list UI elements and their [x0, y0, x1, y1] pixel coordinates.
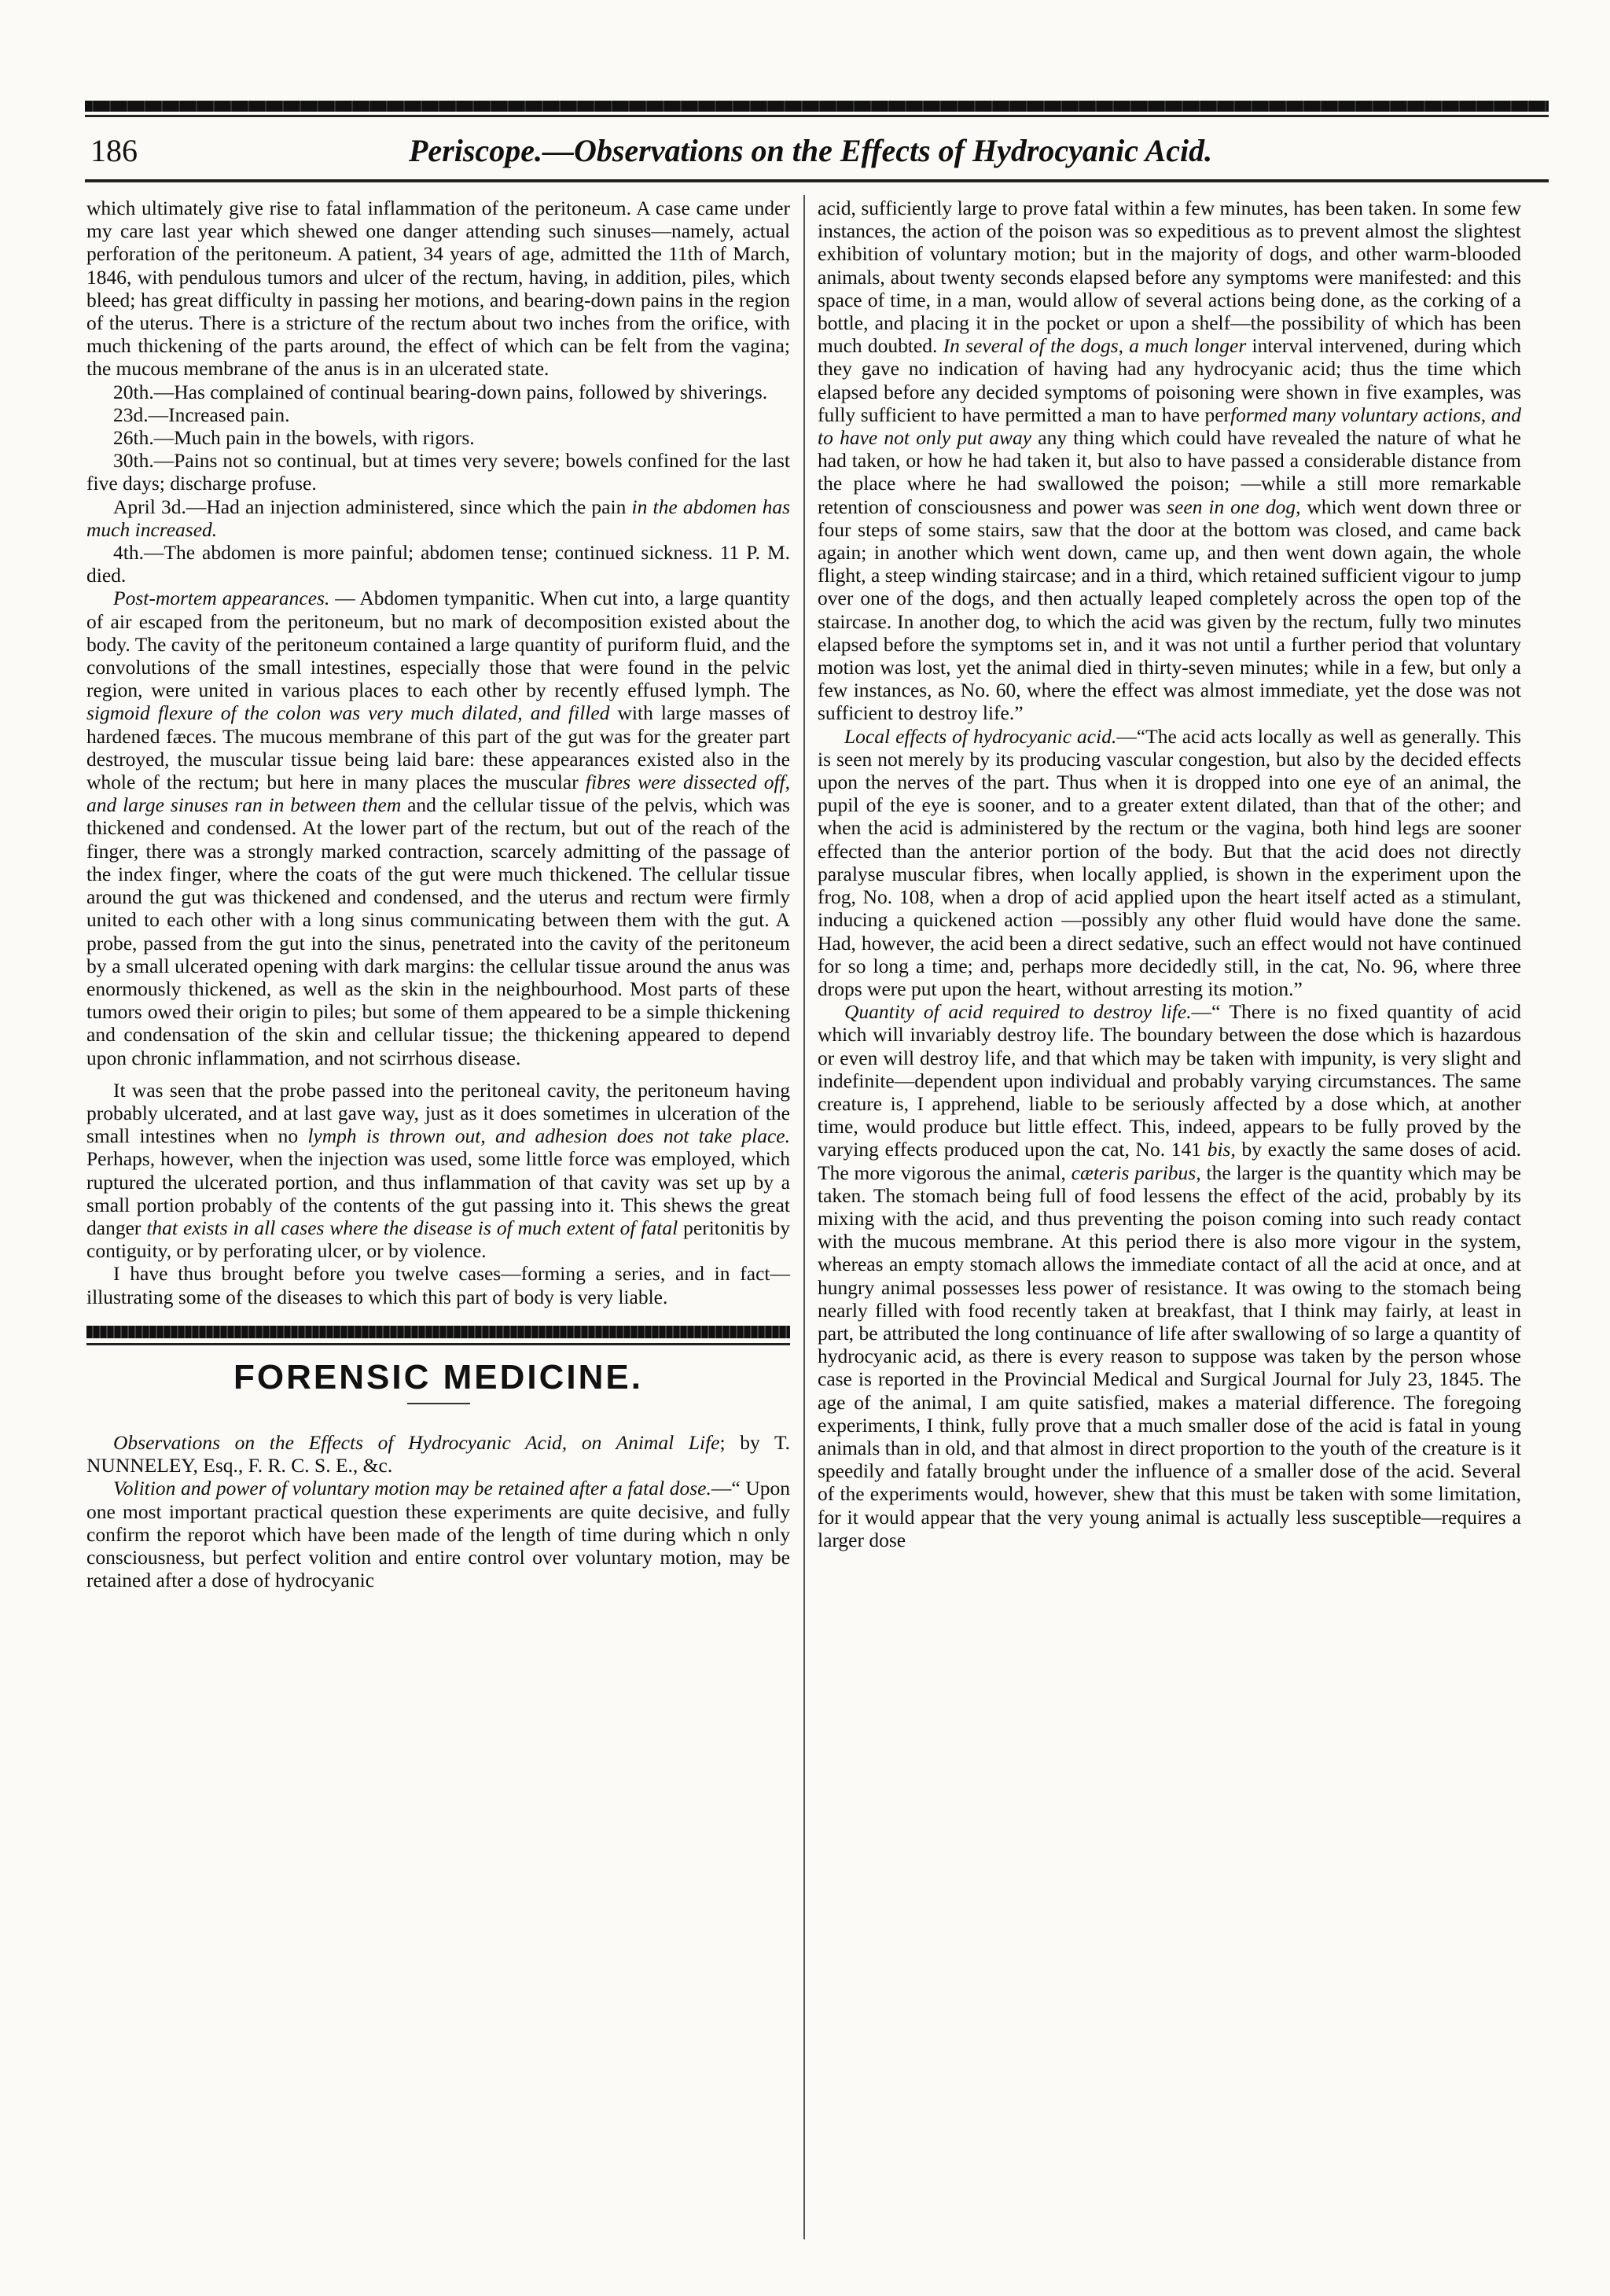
paragraph: 20th.—Has complained of continual bearing-down pains, followed by shiverings. — [113, 380, 768, 403]
paragraph — [86, 1431, 790, 1477]
text-run: ; by T. NUNNELEY, Esq., F. R. C. S. E., &c. — [86, 1430, 791, 1477]
text-run: acid, sufficiently large to prove fatal within a few minutes, has been taken. In some few instances, the action of the poison was so expeditious as to prevent almost the slightest exhibition of voluntary motion; but in the majority of dogs, and other warm-blooded animals, about twenty seconds elapsed before any symptoms were manifested: and this space of time, in a man, would allow of several actions being done, as the corking of a bottle, and placing it in the pocket or upon a shelf—the possibility of which has been much doubted. — [818, 197, 1521, 358]
paragraph: 26th.—Much pain in the bowels, with rigors. — [113, 426, 475, 450]
italic-run: cæteris paribus, — [1071, 1161, 1201, 1184]
italic-run: Quantity of acid required to destroy life. — [844, 1000, 1192, 1024]
paragraph: 4th.—The abdomen is more painful; abdomen tense; continued sickness. 11 P. M. died. — [86, 541, 790, 587]
italic-run: Local effects of hydrocyanic acid. — [844, 724, 1117, 748]
paragraph: which ultimately give rise to fatal inflammation of the peritoneum. A case came under my care last year which shewed one danger attending such sinuses—namely, actual perforation of the peritoneum. A patient, 34 years of age, admitted the 11th of March, 1846, with pendulous tumors and ulcer of the rectum, having, in addition, piles, which bleed; has great difficulty in passing her motions, and bearing-down pains in the region of the uterus. There is a stricture of the rectum about two inches from the orifice, with much thickening of the parts around, the effect of which can be felt from the vagina; the mucous membrane of the anus is in an ulcerated state. — [86, 197, 790, 381]
italic-run: lymph is thrown out, and adhesion does not take place. — [307, 1124, 790, 1148]
italic-run: bis, — [1207, 1138, 1236, 1161]
short-rule — [407, 1403, 470, 1404]
left-column — [86, 197, 790, 1591]
text-run: any thing which could have revealed the nature of what he had taken, or how he had taken it, but also to have passed a considerable distance from the place where he had swallowed the poison; —while a still more remarkable retention of consciousness and power was — [818, 426, 1522, 518]
italic-run: formed many voluntary actions, and to have not only put away — [818, 403, 1522, 450]
italic-run: In several of the dogs, a much longer — [943, 334, 1247, 358]
paragraph: 30th.—Pains not so continual, but at times very severe; bowels confined for the last five days; discharge profuse. — [86, 449, 790, 495]
text-run: with large masses of hardened fæces. The mucous membrane of this part of the gut was for the greater part destroyed, the muscular tissue being laid bare: these appearances existed also in the whole of the rectum; but here in many places the muscular — [86, 701, 790, 794]
paragraph — [818, 1000, 1521, 1551]
text-run: — Abdomen tympanitic. When cut into, a large quantity of air escaped from the peritoneum, but no mark of decomposition existed about the body. The cavity of the peritoneum contained a large quantity of puriform fluid, and the convolutions of the small intestines, especially those that were found in the pelvic region, were united in various places to each other by recently effused lymph. The — [86, 587, 790, 702]
paragraph — [818, 725, 1521, 1000]
text-run: and the cellular tissue of the pelvis, which was thickened and condensed. At the lower part of the rectum, but out of the reach of the finger, there was a strongly marked contraction, scarcely admitting of the passage of the index finger, where the coats of the gut were much thickened. The cellular tissue around the gut was thickened and condensed, and the uterus and rectum were firmly united to each other with a long sinus communicating between them with the gut. A probe, passed from the gut into the sinus, penetrated into the cavity of the peritoneum by a small ulcerated opening with dark margins: the cellular tissue around the anus was enormously thickened, as well as the skin in the neighbourhood. Most parts of these tumors owed their origin to piles; but some of them appeared to be a simple thickening and condensation of the skin and cellular tissue; the thickening appeared to depend upon chronic inflammation, and not scirrhous disease. — [86, 793, 790, 1069]
section-rule-thin — [86, 1343, 790, 1345]
right-column — [818, 197, 1521, 1551]
top-decorative-band — [85, 101, 1549, 112]
text-run: April 3d.—Had an injection administered, since which the pain — [113, 495, 632, 518]
section-rule — [86, 1326, 790, 1338]
paragraph — [818, 197, 1521, 725]
top-rule — [85, 115, 1549, 117]
paragraph — [86, 587, 790, 1069]
section-title: FORENSIC MEDICINE. — [233, 1357, 643, 1396]
text-run: It was seen that the probe passed into the peritoneal cavity, the peritoneum having probably ulcerated, and at last gave way, just as it does sometimes in ulceration of the small intestines when no — [86, 1078, 790, 1148]
text-run: which went down three or four steps of some stairs, saw that the door at the bottom was closed, and came back again; in another which went down, came up, and then went down again, the whole flight, a steep winding staircase; and in a third, which retained sufficient vigour to jump over one of the dogs, and then actually leaped completely across the open top of the staircase. In another dog, to which the acid was given by the rectum, fully two minutes elapsed before the symptoms set in, and it was not until a further period that voluntary motion was lost, yet the animal died in thirty-seven minutes; while in a few, but only a few instances, as No. 60, where the effect was almost immediate, yet the dose was not sufficient to destroy life.” — [818, 495, 1521, 725]
italic-run: seen in one dog, — [1167, 495, 1301, 518]
italic-run: Volition and power of voluntary motion may be retained after a fatal dose. — [113, 1477, 711, 1500]
text-run: —“ Upon one most important practical question these experiments are quite decisive, and fully confirm the reporot which have been made of the length of time during which n only consciousness, but perfect volition and entire control over voluntary motion, may be retained after a dose of hydrocyanic — [86, 1477, 791, 1592]
italic-run: that exists in all cases where the disease is of much extent of fatal — [146, 1216, 678, 1239]
text-run: interval intervened, during which they gave no indication of having had any hydrocyanic acid; thus the time which elapsed before any decided symptoms of poisoning were shown in five examples, was fully sufficient to have permitted a man to have per — [818, 334, 1521, 426]
text-run: —“ There is no fixed quantity of acid which will invariably destroy life. The boundary between the dose which is hazardous or even will destroy life, and that which may be taken with impunity, is very slight and indefinite—dependent upon individual and probably varying circumstances. The same creature is, I apprehend, liable to be seriously affected by a dose which, at another time, would produce but little effect. This, indeed, appears to be fully proved by the varying effects produced upon the cat, No. 141 — [818, 1000, 1522, 1161]
paragraph — [86, 1079, 790, 1263]
paragraph — [86, 1477, 790, 1591]
paragraph: I have thus brought before you twelve cases—forming a series, and in fact—illustrating some of the diseases to which this part of body is very liable. — [86, 1262, 790, 1308]
italic-run: in the abdomen has much increased. — [86, 495, 790, 541]
header-rule — [85, 179, 1549, 182]
italic-run: sigmoid flexure of the colon was very much dilated, and filled — [86, 701, 610, 725]
text-run: by exactly the same doses of acid. The more vigorous the animal, — [818, 1138, 1521, 1184]
italic-run: Observations on the Effects of Hydrocyanic Acid, on Animal Life — [113, 1430, 720, 1454]
text-run: the larger is the quantity which may be taken. The stomach being full of food lessens the effect of the acid, probably by its mixing with the acid, and thus preventing the poison coming into such ready contact with the mucous membrane. At this period there is also more vigour in the system, whereas an empty stomach allows the immediate contact of all the acid at once, and at hungry animal possesses less power of resistance. It was owing to the stomach being nearly filled with food recently taken at breakfast, that I think may fairly, at least in part, be attributed the long continuance of life after swallowing of so large a quantity of hydrocyanic acid, as there is every reason to suppose was taken by the person whose case is reported in the Provincial Medical and Surgical Journal for July 23, 1845. The age of the animal, I am quite satisfied, makes a material difference. The foregoing experiments, I think, fully prove that a much smaller dose of the acid is fatal in young animals than in old, and that almost in direct proportion to the youth of the creature is it speedily and fatally brought under the influence of a smaller dose of the acid. Several of the experiments would, however, shew that this must be taken with some limitation, for it would appear that the very young animal is actually less susceptible—requires a larger dose — [818, 1161, 1522, 1551]
text-run: —“The acid acts locally as well as generally. This is seen not merely by its producing vascular congestion, but also by the decided effects upon the nerves of the part. Thus when it is dropped into one eye of an animal, the pupil of the eye is sooner, and to a greater extent dilated, than that of the other; and when the acid is administered by the rectum or the vagina, both hind legs are sooner effected than the anterior portion of the body. But that the acid does not directly paralyse muscular fibres, when locally applied, is shown in the experiment upon the frog, No. 108, when a drop of acid applied upon the heart itself acted as a stimulant, inducing a quickened action —possibly any other fluid would have done the same. Had, however, the acid been a direct sedative, such an effect would not have continued for so long a time; and, perhaps more decidedly still, in the cat, No. 96, where three drops were put upon the heart, without arresting its motion.” — [818, 724, 1521, 1000]
column-separator — [803, 195, 805, 2239]
text-run: peritonitis by contiguity, or by perforating ulcer, or by violence. — [86, 1216, 790, 1263]
text-run: Perhaps, however, when the injection was used, some little force was employed, which ruptured the ulcerated portion, and thus inflammation of that cavity was set up by a small portion probably of the contents of the gut passing into it. This shews the great danger — [86, 1147, 790, 1239]
italic-run: Post-mortem appearances. — [113, 587, 330, 610]
page-number: 186 — [90, 133, 138, 168]
paragraph — [86, 495, 790, 541]
italic-run: fibres were dissected off, and large sinuses ran in between them — [86, 771, 791, 817]
paragraph: 23d.—Increased pain. — [113, 403, 290, 426]
running-title: Periscope.—Observations on the Effects of Hydrocyanic Acid. — [409, 133, 1213, 168]
